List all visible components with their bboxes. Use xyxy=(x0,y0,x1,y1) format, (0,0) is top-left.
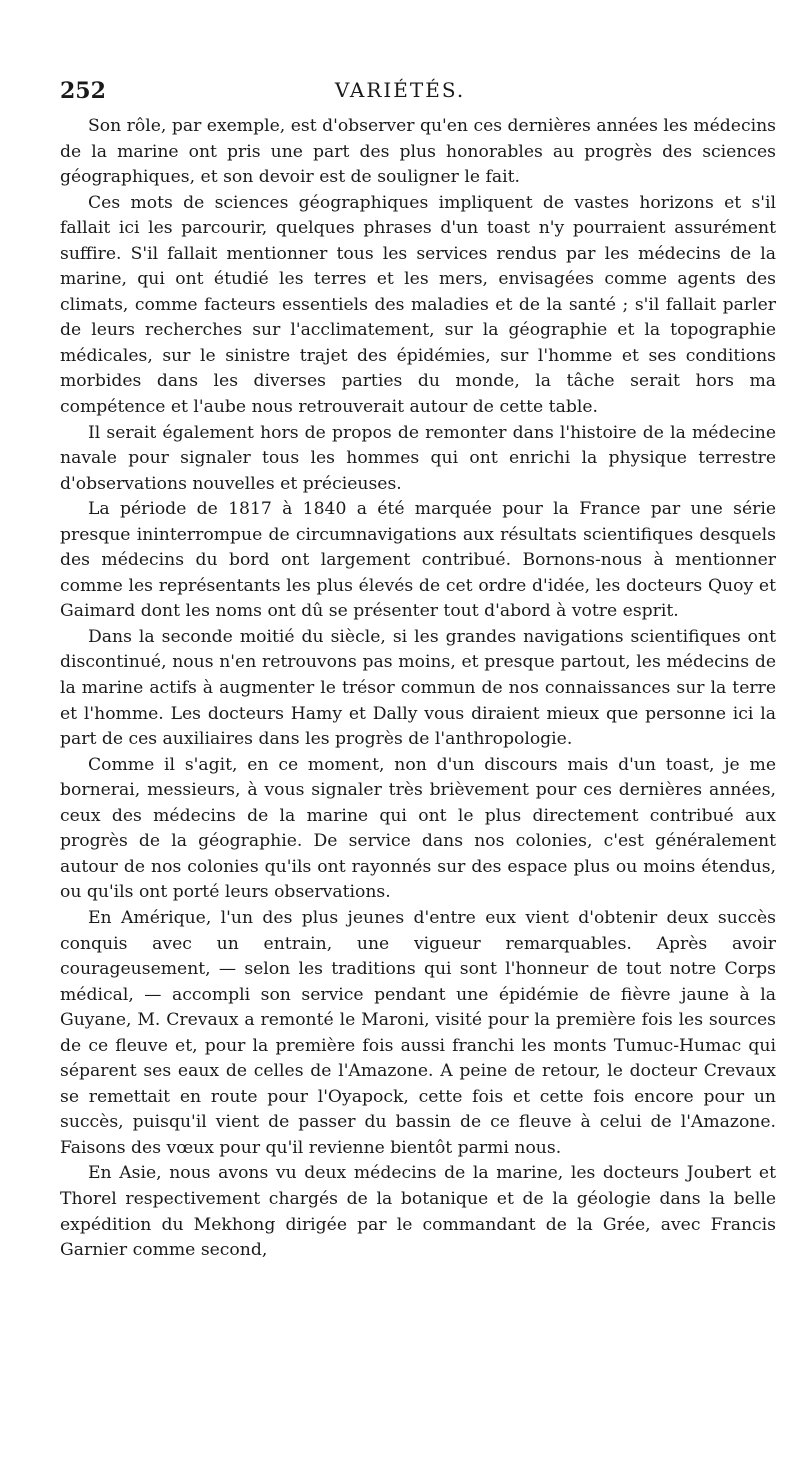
paragraph: Dans la seconde moitié du siècle, si les grandes navigations scientifiques ont discontinué, nous n'en retrouvons pas moins, et presque partout, les médecins de la marine actifs à augmenter le trésor commun de nos connaissances sur la terre et l'homme. Les docteurs Hamy et Dally vous diraient mieux que personne ici la part de ces auxiliaires dans les progrès de l'anthropologie. xyxy=(60,626,776,750)
paragraph: Il serait également hors de propos de remonter dans l'histoire de la médecine navale pour signaler tous les hommes qui ont enrichi la physique terrestre d'observations nouvelles et précieuses. xyxy=(60,422,776,494)
paragraph: Son rôle, par exemple, est d'observer qu'en ces dernières années les médecins de la marine ont pris une part des plus honorables au progrès des sciences géographiques, et son devoir est de souligner le fait. xyxy=(60,116,776,188)
page-header xyxy=(60,78,740,108)
page-number: 252 xyxy=(60,78,106,104)
running-title: VARIÉTÉS. xyxy=(334,78,466,102)
paragraph: La période de 1817 à 1840 a été marquée pour la France par une série presque ininterrompue de circumnavigations aux résultats scientifiques desquels des médecins du bord ont largement contribué. Bornons-nous à mentionner comme les représentants les plus élevés de cet ordre d'idée, les docteurs Quoy et Gaimard dont les noms ont dû se présenter tout d'abord à votre esprit. xyxy=(60,499,776,622)
body-text xyxy=(60,114,776,1264)
paragraph: En Amérique, l'un des plus jeunes d'entre eux vient d'obtenir deux succès conquis avec un entrain, une vigueur remarquables. Après avoir courageusement, — selon les traditions qui sont l'honneur de tout notre Corps médical, — accompli son service pendant une épidémie de fièvre jaune à la Guyane, M. Crevaux a remonté le Maroni, visité pour la première fois les sources de ce fleuve et, pour la première fois aussi franchi les monts Tumuc-Humac qui séparent ses eaux de celles de l'Amazone. A peine de retour, le docteur Crevaux se remettait en route pour l'Oyapock, cette fois et cette fois encore pour un succès, puisqu'il vient de passer du bassin de ce fleuve à celui de l'Amazone. Faisons des vœux pour qu'il revienne bientôt parmi nous. xyxy=(60,907,776,1158)
paragraph: Comme il s'agit, en ce moment, non d'un discours mais d'un toast, je me bornerai, messieurs, à vous signaler très brièvement pour ces dernières années, ceux des médecins de la marine qui ont le plus directement contribué aux progrès de la géographie. De service dans nos colonies, c'est généralement autour de nos colonies qu'ils ont rayonnés sur des espace plus ou moins étendus, ou qu'ils ont porté leurs observations. xyxy=(60,754,776,903)
paragraph: En Asie, nous avons vu deux médecins de la marine, les docteurs Joubert et Thorel respectivement chargés de la botanique et de la géologie dans la belle expédition du Mekhong dirigée par le commandant de la Grée, avec Francis Garnier comme second, xyxy=(60,1163,776,1261)
paragraph: Ces mots de sciences géographiques impliquent de vastes horizons et s'il fallait ici les parcourir, quelques phrases d'un toast n'y pourraient assurément suffire. S'il fallait mentionner tous les services rendus par les médecins de la marine, qui ont étudié les terres et les mers, envisagées comme agents des climats, comme facteurs essentiels des maladies et de la santé ; s'il fallait parler de leurs recherches sur l'acclimatement, sur la géographie et la topographie médicales, sur le sinistre trajet des épidémies, sur l'homme et ses conditions morbides dans les diverses parties du monde, la tâche serait hors ma compétence et l'aube nous retrouverait autour de cette table. xyxy=(60,192,776,418)
